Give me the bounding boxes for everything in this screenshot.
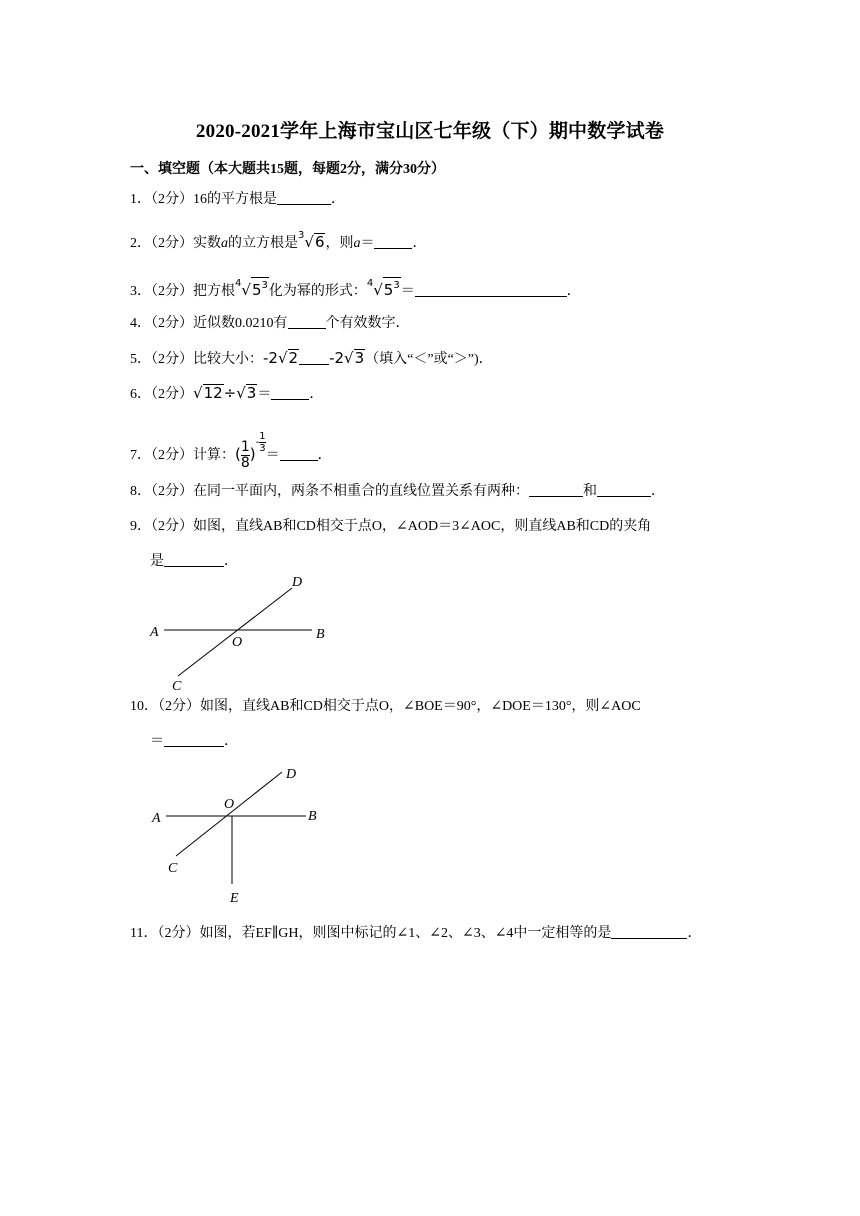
- label-o: O: [224, 797, 235, 812]
- label-d: D: [292, 575, 303, 590]
- question-9: 9．（2分）如图，直线AB和CD相交于点O，∠AOD＝3∠AOC，则直线AB和CD的夹角: [130, 519, 652, 534]
- answer-blank-1[interactable]: [529, 482, 583, 497]
- line-cd: [176, 772, 282, 856]
- question-10: 10．（2分）如图，直线AB和CD相交于点O，∠BOE＝90°，∠DOE＝130°，则∠AOC: [130, 699, 641, 714]
- question-6: 6．（2分）√12÷√3＝ ．: [130, 384, 324, 402]
- answer-blank[interactable]: [299, 350, 329, 365]
- answer-blank[interactable]: [374, 234, 412, 249]
- answer-blank[interactable]: [164, 552, 224, 567]
- label-b: B: [308, 809, 317, 824]
- label-b: B: [316, 627, 325, 642]
- answer-blank[interactable]: [288, 314, 326, 329]
- fourth-root-expression: $^4√5^3$: [235, 278, 268, 299]
- label-a: A: [150, 625, 159, 640]
- answer-blank[interactable]: [271, 385, 309, 400]
- question-5: 5．（2分）比较大小：-2√2 -2√3（填入“＜”或“＞”)．: [130, 349, 493, 367]
- negative-exponent: - $\frac{1}{3}$: [255, 430, 266, 454]
- line-cd: [178, 588, 292, 676]
- label-e: E: [230, 891, 239, 906]
- label-c: C: [172, 679, 182, 694]
- question-11: 11．（2分）如图，若EF∥GH，则图中标记的∠1、∠2、∠3、∠4中一定相等的是 ．: [130, 926, 702, 941]
- label-o: O: [232, 635, 243, 650]
- question-3: 3．（2分）把方根$^4√5^3$化为幂的形式：$^4√5^3=$ ．: [130, 274, 581, 302]
- answer-blank[interactable]: [280, 446, 318, 461]
- figure-q9: [140, 572, 340, 696]
- page-title: 2020-2021学年上海市宝山区七年级（下）期中数学试卷: [195, 121, 665, 142]
- question-9-line-2: 是 ．: [150, 554, 238, 569]
- answer-blank-2[interactable]: [597, 482, 651, 497]
- question-8: 8．（2分）在同一平面内，两条不相重合的直线位置关系有两种： 和 ．: [130, 484, 665, 499]
- answer-blank[interactable]: [277, 190, 331, 205]
- question-2: 2．（2分）实数a的立方根是$^3$√6，则a＝ ．: [130, 226, 426, 254]
- answer-blank[interactable]: [415, 282, 567, 297]
- section-heading: 一、填空题（本大题共15题，每题2分，满分30分）: [130, 162, 445, 177]
- question-1: 1．（2分）16的平方根是 ．: [130, 192, 345, 207]
- fraction-base: $\frac{1}{8}$: [240, 439, 250, 472]
- label-c: C: [168, 861, 178, 876]
- answer-blank[interactable]: [164, 732, 224, 747]
- label-d: D: [286, 767, 297, 782]
- label-a: A: [152, 811, 161, 826]
- question-7: 7．（2分）计算：( $\frac{1}{8}$ )- $\frac{1}{3}$ ＝ ．: [130, 426, 332, 473]
- cube-root-expression: $^3$√6: [298, 230, 325, 251]
- fourth-root-expression-2: $^4√5^3$: [366, 278, 400, 299]
- answer-blank[interactable]: [611, 924, 687, 939]
- figure-q10: [140, 760, 340, 910]
- question-10-line-2: ＝ ．: [150, 734, 238, 749]
- question-4: 4．（2分）近似数0.0210有 个有效数字．: [130, 316, 410, 331]
